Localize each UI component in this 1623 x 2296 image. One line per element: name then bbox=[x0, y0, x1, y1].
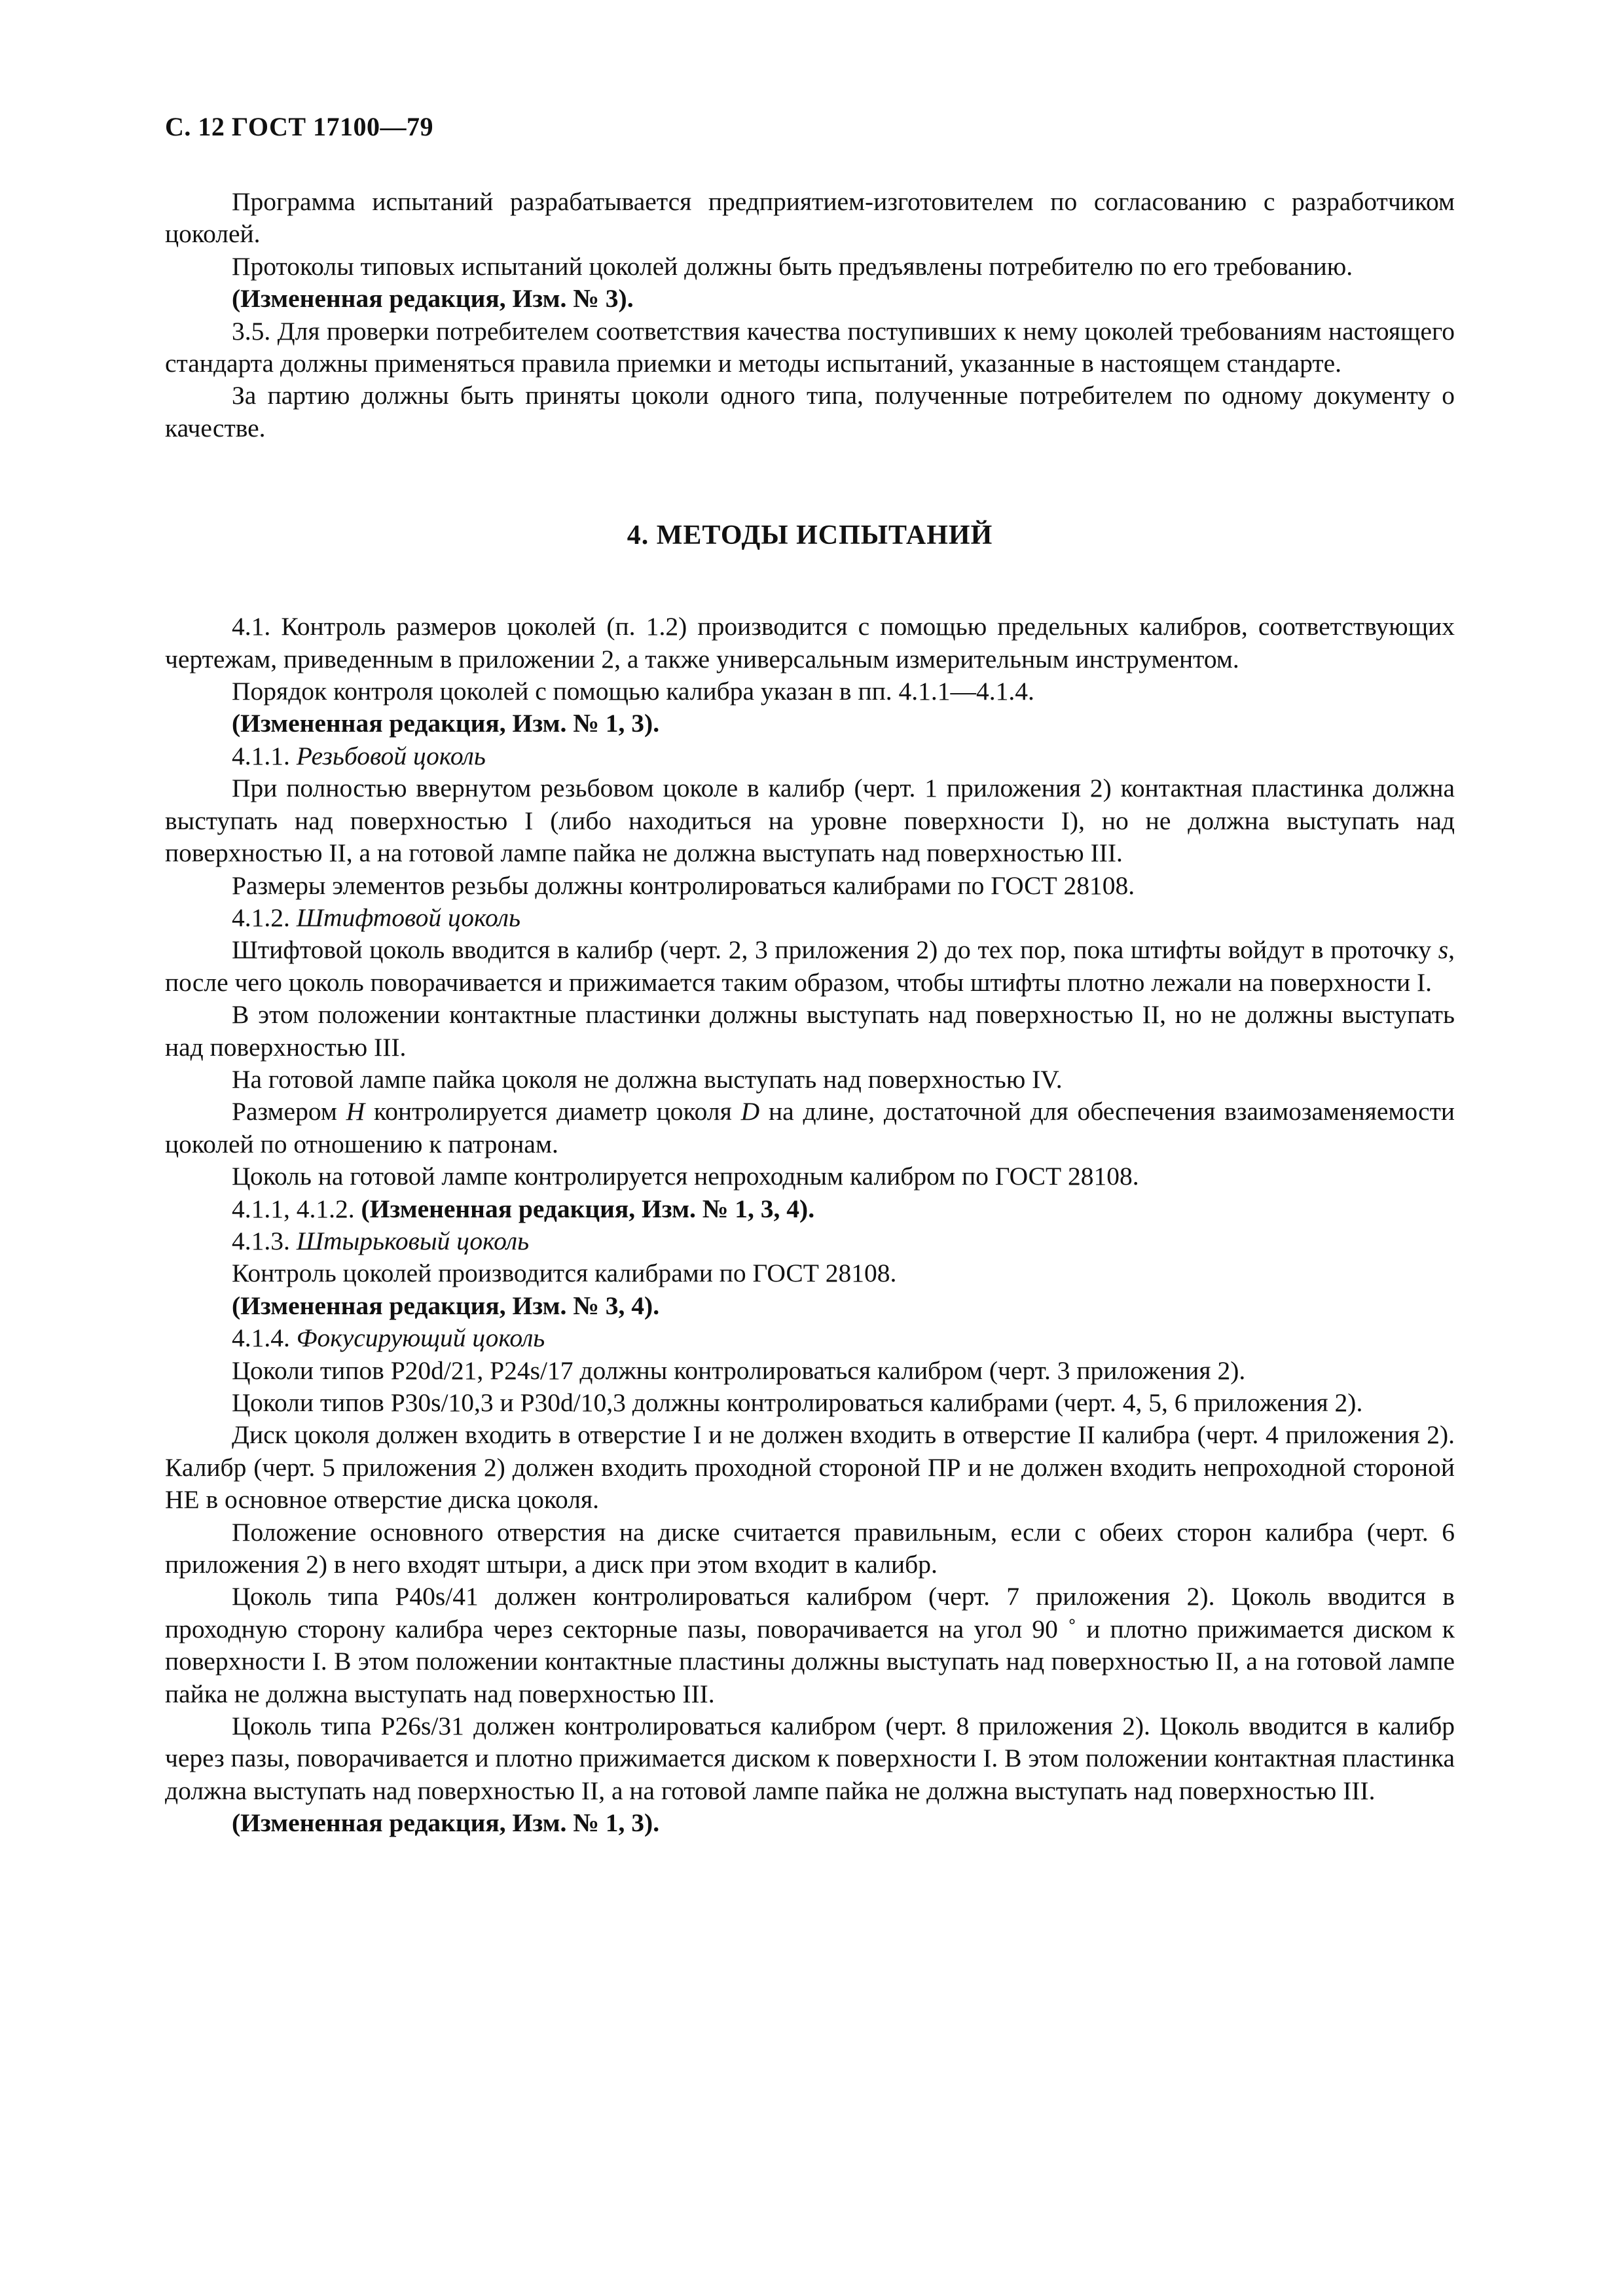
section-title: 4. МЕТОДЫ ИСПЫТАНИЙ bbox=[627, 520, 993, 551]
clause-heading-4-1-3 bbox=[165, 1225, 1455, 1257]
paragraph-dimension-h bbox=[165, 1096, 1455, 1160]
paragraph-p26s: Цоколь типа P26s/31 должен контролироваться калибром (черт. 8 приложения 2). Цоколь вводится в калибр через пазы, поворачивается и плотно прижимается диском к поверхности I. В этом положении контактная пластинка должна выступать над поверхностью II, а на готовой лампе пайка не должна выступать над поверхностью III. bbox=[165, 1712, 1455, 1805]
clause-title: Штырьковый цоколь bbox=[296, 1226, 530, 1255]
clause-heading-4-1-4 bbox=[165, 1322, 1455, 1354]
text-run: Штифтовой цоколь вводится в калибр (черт. 2, 3 приложения 2) до тех пор, пока штифты войдут в проточку bbox=[232, 935, 1432, 965]
symbol-h: H bbox=[346, 1097, 365, 1126]
amendment-note: (Измененная редакция, Изм. № 3). bbox=[232, 284, 634, 314]
text-run: Размером bbox=[232, 1097, 337, 1126]
paragraph-control-order: Порядок контроля цоколей с помощью калибра указан в пп. 4.1.1—4.1.4. bbox=[232, 677, 1034, 706]
symbol-d: D bbox=[740, 1097, 760, 1126]
amendment-note: (Измененная редакция, Изм. № 1, 3). bbox=[232, 1808, 660, 1838]
amendment-text: (Измененная редакция, Изм. № 1, 3, 4). bbox=[361, 1194, 815, 1223]
text-run: контролируется диаметр цоколя bbox=[374, 1097, 732, 1126]
document-page bbox=[165, 111, 1455, 1840]
amendment-note: (Измененная редакция, Изм. № 3, 4). bbox=[232, 1291, 660, 1320]
paragraph-p30s-p30d: Цоколи типов P30s/10,3 и P30d/10,3 должны контролироваться калибрами (черт. 4, 5, 6 приложения 2). bbox=[232, 1388, 1363, 1417]
clause-number: 4.1.2. bbox=[232, 903, 290, 932]
paragraph-pin-gauges: Контроль цоколей производится калибрами по ГОСТ 28108. bbox=[232, 1259, 897, 1288]
paragraph-p20d-p24s: Цоколи типов P20d/21, P24s/17 должны контролироваться калибром (черт. 3 приложения 2). bbox=[232, 1355, 1246, 1385]
clause-number: 4.1.1, 4.1.2. bbox=[232, 1194, 355, 1223]
clause-number: 4.1.1. bbox=[232, 741, 290, 770]
clause-title: Резьбовой цоколь bbox=[296, 741, 486, 770]
paragraph-p40s: Цоколь типа P40s/41 должен контролироваться калибром (черт. 7 приложения 2). Цоколь вводится в проходную сторону калибра через секторные пазы, поворачивается на угол 90 ˚ и плотно прижимается диском к поверхности I. В этом положении контактные пластины должны выступать над поверхностью II, а на готовой лампе пайка не должна выступать над поверхностью III. bbox=[165, 1582, 1455, 1708]
paragraph-4-1: 4.1. Контроль размеров цоколей (п. 1.2) производится с помощью предельных калибров, соответствующих чертежам, приведенным в приложении 2, а также универсальным измерительным инструментом. bbox=[165, 612, 1455, 673]
symbol-s: s bbox=[1438, 935, 1449, 965]
paragraph-batch-definition: За партию должны быть приняты цоколи одного типа, полученные потребителем по одному документу о качестве. bbox=[165, 381, 1455, 442]
paragraph-type-test-protocols: Протоколы типовых испытаний цоколей должны быть предъявлены потребителю по его требованию. bbox=[232, 251, 1353, 281]
paragraph-solder-surface-iv: На готовой лампе пайка цоколя не должна выступать над поверхностью IV. bbox=[232, 1064, 1063, 1094]
paragraph-thread-gauges: Размеры элементов резьбы должны контролироваться калибрами по ГОСТ 28108. bbox=[232, 870, 1135, 900]
clause-heading-4-1-1 bbox=[165, 740, 1455, 772]
running-head: С. 12 ГОСТ 17100—79 bbox=[165, 112, 434, 141]
clause-title: Фокусирующий цоколь bbox=[296, 1323, 545, 1353]
paragraph-threaded-base: При полностью ввернутом резьбовом цоколе в калибр (черт. 1 приложения 2) контактная пластинка должна выступать над поверхностью I (либо находиться на уровне поверхности I), но не должна выступать над поверхностью II, а на готовой лампе пайка не должна выступать над поверхностью III. bbox=[165, 774, 1455, 868]
clause-heading-4-1-2 bbox=[165, 902, 1455, 934]
paragraph-test-program: Программа испытаний разрабатывается предприятием-изготовителем по согласованию с разработчиком цоколей. bbox=[165, 187, 1455, 249]
text-run: на длине, достаточной для обеспечения взаимозаменяемости цоколей по отношению к патронам. bbox=[165, 1097, 1455, 1158]
paragraph-3-5: 3.5. Для проверки потребителем соответствия качества поступивших к нему цоколей требованиям настоящего стандарта должны применяться правила приемки и методы испытаний, указанные в настоящем стандарте. bbox=[165, 316, 1455, 378]
paragraph-disc-openings: Диск цоколя должен входить в отверстие I и не должен входить в отверстие II калибра (черт. 4 приложения 2). Калибр (черт. 5 приложения 2) должен входить проходной стороной ПР и не должен входить непроходной стороной НЕ в основное отверстие диска цоколя. bbox=[165, 1420, 1455, 1515]
amendment-note: (Измененная редакция, Изм. № 1, 3). bbox=[232, 709, 660, 738]
paragraph-pin-base bbox=[165, 934, 1455, 999]
paragraph-no-go-gauge: Цоколь на готовой лампе контролируется непроходным калибром по ГОСТ 28108. bbox=[232, 1162, 1139, 1191]
clause-title: Штифтовой цоколь bbox=[296, 903, 520, 932]
clause-number: 4.1.3. bbox=[232, 1226, 290, 1255]
text-run: , после чего цоколь поворачивается и прижимается таким образом, чтобы штифты плотно лежали на поверхности I. bbox=[165, 935, 1455, 997]
paragraph-contact-plates: В этом положении контактные пластинки должны выступать над поверхностью II, но не должны выступать над поверхностью III. bbox=[165, 1000, 1455, 1062]
amendment-note-4-1-1-4-1-2 bbox=[165, 1193, 1455, 1225]
clause-number: 4.1.4. bbox=[232, 1323, 290, 1353]
paragraph-main-opening: Положение основного отверстия на диске считается правильным, если с обеих сторон калибра (черт. 6 приложения 2) в него входят штыри, а диск при этом входит в калибр. bbox=[165, 1517, 1455, 1579]
